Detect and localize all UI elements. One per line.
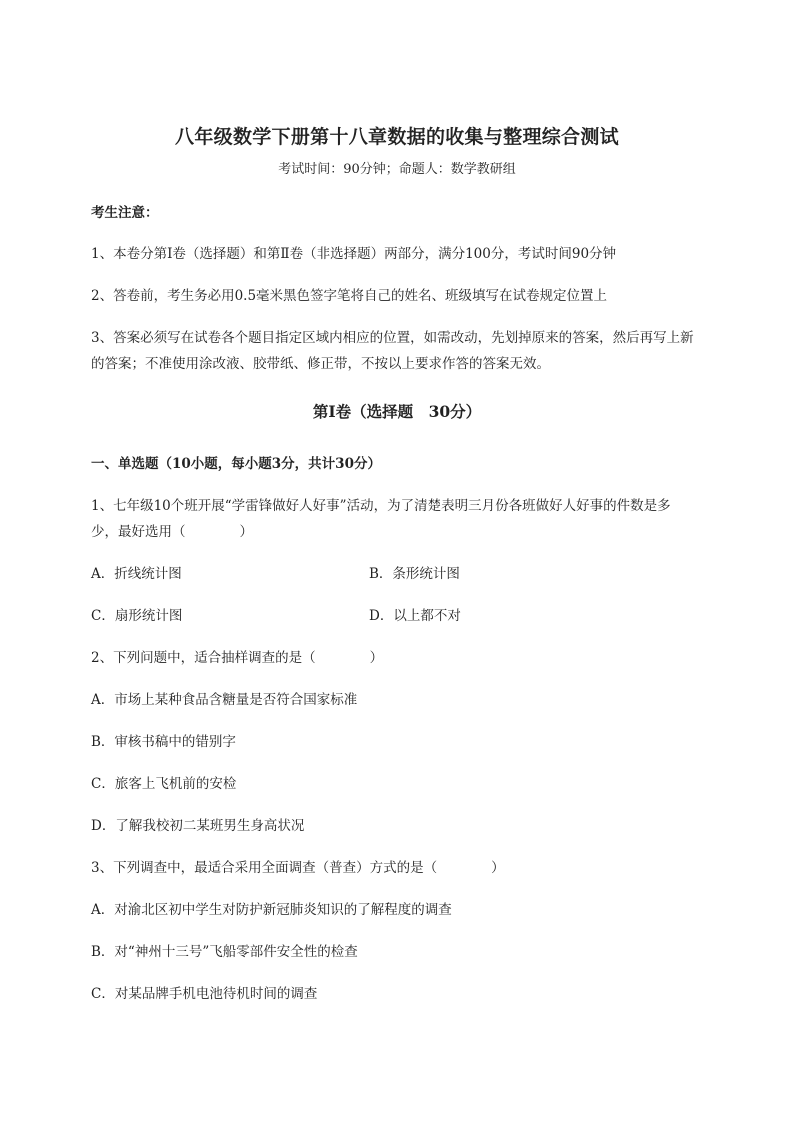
part-heading: 一、单选题（10小题，每小题3分，共计30分）: [91, 456, 381, 472]
notice-item-3-cont: 的答案；不准使用涂改液、胶带纸、修正带，不按以上要求作答的答案无效。: [91, 356, 550, 372]
question-2-stem-text: 2、下列问题中，适合抽样调查的是（: [91, 650, 316, 666]
question-3-stem-text: 3、下列调查中，最适合采用全面调查（普查）方式的是（: [91, 860, 438, 876]
question-3-option-b: B．对“神州十三号”飞船零部件安全性的检查: [91, 944, 358, 960]
question-1-stem: 1、七年级10个班开展“学雷锋做好人好事”活动，为了清楚表明三月份各班做好人好事的件数是多: [91, 498, 671, 514]
exam-info: 考试时间：90分钟；命题人：数学教研组: [278, 162, 516, 177]
notice-item-1: 1、本卷分第I卷（选择题）和第Ⅱ卷（非选择题）两部分，满分100分，考试时间90分钟: [91, 246, 617, 262]
question-2-option-c: C．旅客上飞机前的安检: [91, 776, 237, 792]
question-1-stem-end: ）: [239, 524, 253, 540]
section-title: 第I卷（选择题 30分）: [312, 402, 482, 421]
question-3-option-a: A．对渝北区初中学生对防护新冠肺炎知识的了解程度的调查: [91, 902, 452, 918]
question-1-stem-cont: [91, 520, 253, 540]
question-1-option-a: A．折线统计图: [91, 566, 182, 582]
question-1-option-d: D．以上都不对: [369, 608, 461, 624]
question-3-stem: [91, 856, 505, 876]
question-1-option-c: C．扇形统计图: [91, 608, 183, 624]
notice-heading: 考生注意：: [91, 205, 159, 221]
page-title: 八年级数学下册第十八章数据的收集与整理综合测试: [175, 126, 619, 148]
notice-item-2: 2、答卷前，考生务必用0.5毫米黑色签字笔将自己的姓名、班级填写在试卷规定位置上: [91, 288, 608, 304]
question-3-option-c: C．对某品牌手机电池待机时间的调查: [91, 986, 318, 1002]
question-2-option-a: A．市场上某种食品含糖量是否符合国家标准: [91, 692, 358, 708]
question-2-option-d: D．了解我校初二某班男生身高状况: [91, 818, 305, 834]
question-2-stem-end: ）: [369, 650, 384, 666]
question-2-stem: [91, 646, 383, 666]
question-3-stem-end: ）: [491, 860, 505, 876]
question-1-option-b: B．条形统计图: [369, 566, 460, 582]
question-1-stem-text: 少，最好选用（: [91, 524, 186, 540]
notice-item-3: 3、答案必须写在试卷各个题目指定区域内相应的位置，如需改动，先划掉原来的答案，然后再写上新: [91, 330, 694, 346]
question-2-option-b: B．审核书稿中的错别字: [91, 734, 236, 750]
